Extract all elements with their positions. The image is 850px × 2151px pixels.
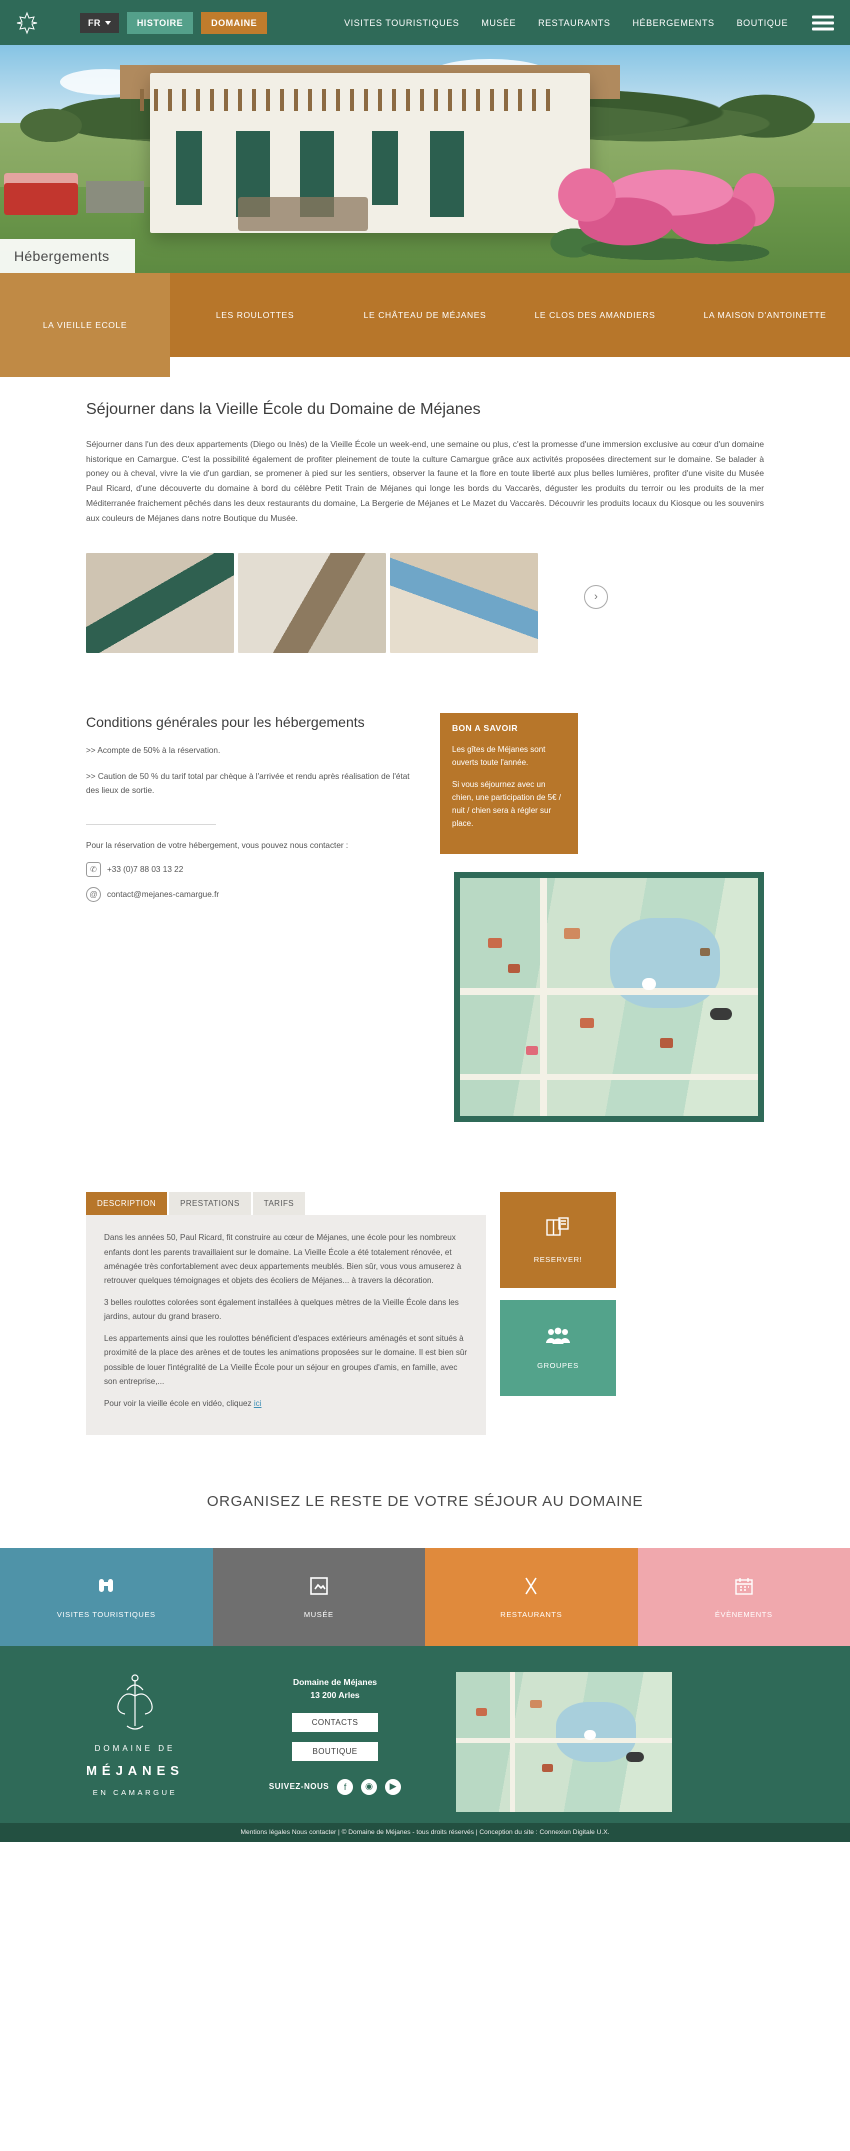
cutlery-icon <box>520 1575 542 1600</box>
footer-logo <box>40 1672 230 1797</box>
reserver-label: RESERVER! <box>533 1255 583 1265</box>
bon-a-savoir-p2: Si vous séjournez avec un chien, une participation de 5€ / nuit / chien sera à régler sur place. <box>452 779 561 829</box>
gallery-image[interactable] <box>238 553 386 653</box>
tab-panel-description <box>86 1215 486 1435</box>
tab-description[interactable]: DESCRIPTION <box>86 1192 167 1215</box>
footer-logo-line1: DOMAINE DE <box>94 1743 176 1753</box>
tab-video-prefix: Pour voir la vieille école en vidéo, cliquez <box>104 1398 254 1408</box>
follow-label: SUIVEZ-NOUS <box>268 1782 330 1792</box>
photo-gallery <box>86 553 598 653</box>
histoire-button[interactable]: HISTOIRE <box>127 12 193 34</box>
email-address: contact@mejanes-camargue.fr <box>107 890 220 900</box>
groupes-button[interactable] <box>500 1300 616 1396</box>
map-building <box>488 938 502 948</box>
side-action-cards <box>500 1192 616 1396</box>
hero-train <box>4 173 78 215</box>
map-road <box>510 1672 515 1812</box>
chevron-down-icon <box>105 21 111 25</box>
video-link[interactable]: ici <box>253 1398 262 1408</box>
nav-item-restaurants[interactable]: RESTAURANTS <box>538 17 611 28</box>
footer-address-line2: 13 200 Arles <box>310 1690 360 1701</box>
subnav-item-clos-amandiers[interactable]: LE CLOS DES AMANDIERS <box>534 310 656 320</box>
organize-heading: ORGANISEZ LE RESTE DE VOTRE SÉJOUR AU DOMAINE <box>206 1493 644 1511</box>
footer-legal[interactable]: Mentions légales Nous contacter | © Domaine de Méjanes - tous droits réservés | Conception du site : Connexion Digitale U.X. <box>0 1823 850 1842</box>
map-water <box>556 1702 636 1762</box>
conditions-title: Conditions générales pour les hébergements <box>86 714 365 731</box>
instagram-icon[interactable]: ◉ <box>361 1779 377 1795</box>
footer-address-line1: Domaine de Méjanes <box>292 1676 378 1687</box>
phone-number: +33 (0)7 88 03 13 22 <box>107 865 184 875</box>
nav-item-musee[interactable]: MUSÉE <box>481 17 517 28</box>
map-horse-marker <box>584 1730 596 1740</box>
tab-text-1: Dans les années 50, Paul Ricard, fit construire au cœur de Méjanes, une école pour les nombreux enfants dont les parents travaillaient sur le domaine. La Vieille École a été totalement rénovée, et aménagée très confortablement avec deux appartements meublés. Bien sûr, vous vous amuserez à retrouver quelques témoignages et objets des écoliers de Méjanes... à travers la décoration. <box>104 1233 462 1285</box>
phone-icon: ✆ <box>86 862 101 877</box>
subnav-item-maison-antoinette[interactable]: LA MAISON D'ANTOINETTE <box>703 310 827 320</box>
site-footer <box>0 1646 850 1842</box>
map-building <box>700 948 710 956</box>
map-building <box>580 1018 594 1028</box>
tab-prestations[interactable]: PRESTATIONS <box>169 1192 251 1215</box>
conditions-line-1: >> Acompte de 50% à la réservation. <box>86 746 221 756</box>
page-title: Séjourner dans la Vieille École du Domaine de Méjanes <box>86 401 481 418</box>
footer-map-image[interactable] <box>456 1672 672 1812</box>
footer-logo-line3: EN CAMARGUE <box>92 1787 178 1797</box>
nav-item-visites[interactable]: VISITES TOURISTIQUES <box>344 17 460 28</box>
tab-video-line <box>104 1397 468 1411</box>
map-road <box>540 878 547 1122</box>
quad-musee[interactable] <box>213 1548 426 1646</box>
map-horse-marker <box>642 978 656 990</box>
tab-list <box>86 1192 486 1215</box>
footer-contacts-button[interactable]: CONTACTS <box>292 1713 378 1732</box>
tab-text-2: 3 belles roulottes colorées sont également installées à quelques mètres de la Vieille École dans les jardins, autour du grand brasero. <box>104 1297 459 1322</box>
page-title-banner: Hébergements <box>0 239 135 273</box>
language-selector[interactable] <box>80 13 119 33</box>
binoculars-icon <box>95 1575 117 1600</box>
divider <box>86 824 216 825</box>
youtube-icon[interactable]: ▶ <box>385 1779 401 1795</box>
details-tabs-section <box>86 1192 764 1435</box>
quad-label: ÉVÈNEMENTS <box>714 1609 773 1619</box>
quad-visites-touristiques[interactable] <box>0 1548 213 1646</box>
email-row[interactable] <box>86 887 416 902</box>
hero-image <box>0 45 850 273</box>
footer-contact-block <box>230 1672 440 1795</box>
hero-door <box>430 131 464 217</box>
map-building <box>564 928 580 939</box>
map-building <box>660 1038 673 1048</box>
gallery-image[interactable] <box>390 553 538 653</box>
footer-social-row <box>230 1779 440 1795</box>
footer-map-canvas <box>456 1672 672 1812</box>
subnav-item-chateau[interactable]: LE CHÂTEAU DE MÉJANES <box>363 310 487 320</box>
hero-flowers <box>535 147 795 267</box>
booking-icon <box>545 1216 571 1243</box>
quad-label: RESTAURANTS <box>500 1609 563 1619</box>
footer-boutique-button[interactable]: BOUTIQUE <box>292 1742 378 1761</box>
facebook-icon[interactable]: f <box>337 1779 353 1795</box>
main-content <box>0 357 850 1435</box>
map-building <box>476 1708 487 1716</box>
map-bull-marker <box>710 1008 732 1020</box>
contact-lead-text: Pour la réservation de votre hébergement, vous pouvez nous contacter : <box>86 840 349 850</box>
site-header <box>0 0 850 45</box>
hero-terrace-furniture <box>238 197 368 231</box>
map-road <box>456 1738 672 1743</box>
hebergements-subnav <box>0 273 850 357</box>
hero-shutter <box>176 131 202 205</box>
quad-label: VISITES TOURISTIQUES <box>56 1609 156 1619</box>
footer-logo-line2: MÉJANES <box>86 1762 184 1778</box>
map-road <box>460 1074 760 1080</box>
logo-icon[interactable] <box>14 10 40 36</box>
intro-paragraph: Séjourner dans l'un des deux appartements (Diego ou Inès) de la Vieille École un week-end, une semaine ou plus, c'est la promesse d'une immersion exclusive au cœur d'un domaine historique en Camargue. C'est la possibilité également de profiter pleinement de toute la culture Camargue grâce aux activités proposées directement sur le domaine. Se balader à poney ou à cheval, vivre la vie d'un gardian, se promener à pied sur les sentiers, observer la faune et la flore en toute liberté aux plus belles lumières, profiter d'une visite du Musée Paul Ricard, d'une découverte du domaine à bord du célèbre Petit Train de Méjanes qui longe les bords du Vaccarès, déguster les produits du terroir ou les produits de la mer Méditerranée fraichement pêchés dans les deux restaurants du domaine, La Bergerie de Méjanes et Le Mazet du Vaccarès. Découvrir les produits locaux du Kiosque ou les souvenirs aux couleurs de Méjanes dans notre Boutique du Musée. <box>86 439 764 523</box>
tabs-column <box>86 1192 486 1435</box>
main-nav <box>344 18 832 28</box>
camargue-cross-icon <box>105 1672 165 1734</box>
nav-item-hebergements[interactable]: HÉBERGEMENTS <box>632 17 715 28</box>
mail-icon: @ <box>86 887 101 902</box>
menu-icon[interactable] <box>812 12 834 33</box>
nav-item-boutique[interactable]: BOUTIQUE <box>736 17 788 28</box>
map-road <box>460 988 760 995</box>
map-building <box>508 964 520 973</box>
calendar-icon <box>733 1575 755 1600</box>
domain-map-image[interactable] <box>454 872 764 1122</box>
gallery-image[interactable] <box>86 553 234 653</box>
domaine-button[interactable]: DOMAINE <box>201 12 267 34</box>
hero-pergola <box>140 89 560 111</box>
groupes-label: GROUPES <box>537 1361 579 1371</box>
gallery-next-icon[interactable]: › <box>584 585 608 609</box>
map-bull-marker <box>626 1752 644 1762</box>
language-label: FR <box>88 17 101 28</box>
subnav-item-roulottes[interactable]: LES ROULOTTES <box>215 310 295 320</box>
hero-shutter <box>372 131 398 205</box>
bon-a-savoir-box <box>440 713 578 854</box>
tab-tarifs[interactable]: TARIFS <box>253 1192 305 1215</box>
map-building <box>530 1700 542 1708</box>
conditions-line-2: >> Caution de 50 % du tarif total par chèque à l'arrivée et rendu après réalisation de l'état des lieux de sortie. <box>86 772 410 795</box>
map-canvas <box>460 878 758 1116</box>
quad-restaurants[interactable] <box>425 1548 638 1646</box>
map-flamingo-marker <box>526 1046 538 1055</box>
organize-quadrants <box>0 1548 850 1646</box>
subnav-item-vieille-ecole[interactable]: LA VIEILLE ECOLE <box>0 273 170 377</box>
bon-a-savoir-p1: Les gîtes de Méjanes sont ouverts toute l'année. <box>452 745 546 768</box>
map-building <box>542 1764 553 1772</box>
frame-icon <box>308 1575 330 1600</box>
group-icon <box>544 1326 572 1349</box>
phone-row[interactable] <box>86 862 416 877</box>
quad-label: MUSÉE <box>303 1609 334 1619</box>
bon-a-savoir-title: BON A SAVOIR <box>452 723 518 734</box>
tab-text-3: Les appartements ainsi que les roulottes bénéficient d'espaces extérieurs aménagés et sont situés à proximité de la place des arènes et de toutes les animations proposées sur le domaine. Il est bien sûr possible de louer l'intégralité de La Vieille École pour un séjour en groupes d'amis, en famille, avec son entreprise,... <box>104 1334 468 1386</box>
conditions-section <box>86 713 764 1122</box>
hero-cabin <box>86 181 144 213</box>
quad-evenements[interactable] <box>638 1548 850 1646</box>
reserver-button[interactable] <box>500 1192 616 1288</box>
conditions-text-column <box>86 713 416 1122</box>
